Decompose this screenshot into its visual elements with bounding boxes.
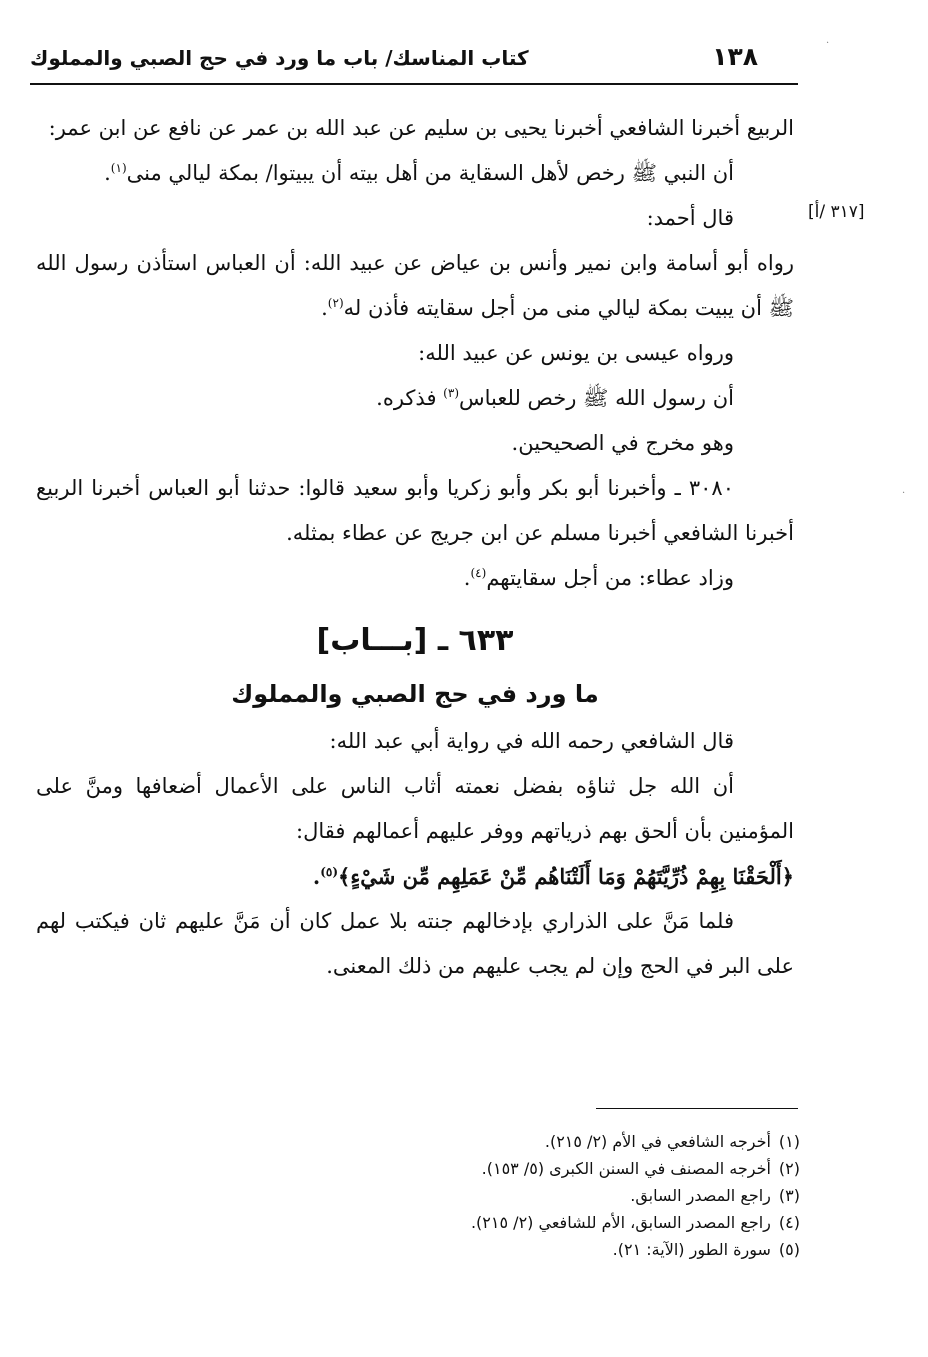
chapter-title: ما ورد في حج الصبي والمملوك bbox=[231, 680, 599, 708]
footnote: (١) أخرجه الشافعي في الأم (٢/ ٢١٥). bbox=[544, 1132, 800, 1151]
paragraph: أن رسول الله ﷺ رخص للعباس$^{(٣)}$ فذكره. bbox=[376, 386, 734, 410]
footnote: (٣) راجع المصدر السابق. bbox=[630, 1186, 800, 1205]
paragraph: وزاد عطاء: من أجل سقايتهم$^{(٤)}$. bbox=[463, 566, 734, 590]
scan-speck: · bbox=[902, 488, 906, 499]
footnote-marker: (٤) bbox=[470, 566, 487, 580]
paragraph: فلما مَنَّ على الذراري بإدخالهم جنته بلا عمل كان أن مَنَّ عليهم ثان فيكتب لهم على البر في الحج وإن لم يجب عليهم من ذلك المعنى. bbox=[36, 909, 794, 978]
margin-reference: [٣١٧ /أ] bbox=[808, 202, 865, 222]
main-text bbox=[36, 106, 794, 989]
paragraph: الربيع أخبرنا الشافعي أخبرنا يحيى بن سليم عن عبد الله بن عمر عن نافع عن ابن عمر: bbox=[48, 116, 794, 140]
footnote: (٥) سورة الطور (الآية: ٢١). bbox=[612, 1240, 800, 1259]
footnote: (٤) راجع المصدر السابق، الأم للشافعي (٢/ ٢١٥). bbox=[470, 1213, 800, 1232]
footnote-marker: (١) bbox=[110, 161, 127, 175]
paragraph: ورواه عيسى بن يونس عن عبيد الله: bbox=[418, 341, 734, 365]
paragraph: قال أحمد: bbox=[646, 206, 734, 230]
scan-speck: · bbox=[826, 38, 830, 49]
footnote-marker: (٣) bbox=[443, 386, 459, 400]
footnote-marker: (٥) bbox=[320, 865, 339, 879]
footnote-rule bbox=[596, 1108, 798, 1109]
page-header bbox=[30, 40, 798, 80]
quran-verse: ﴿أَلْحَقْنَا بِهِمْ ذُرِّيَّتَهُمْ وَمَا أَلَتْنَاهُم مِّنْ عَمَلِهِم مِّن شَيْءٍ﴾$^{(٥)}$. bbox=[312, 864, 794, 889]
running-head: كتاب المناسك/ باب ما ورد في حج الصبي والمملوك bbox=[30, 46, 529, 70]
paragraph: أن الله جل ثناؤه بفضل نعمته أثاب الناس على الأعمال أضعافها ومنَّ على المؤمنين بأن ألحق بهم ذرياتهم ووفر عليهم أعمالهم فقال: bbox=[36, 774, 794, 843]
header-rule bbox=[30, 83, 798, 85]
paragraph: قال الشافعي رحمه الله في رواية أبي عبد الله: bbox=[329, 729, 734, 753]
paragraph: رواه أبو أسامة وابن نمير وأنس بن عياض عن عبيد الله: أن العباس استأذن رسول الله ﷺ أن يبيت بمكة ليالي منى من أجل سقايته فأذن له$^{(٢)}$. bbox=[36, 251, 794, 320]
footnote: (٢) أخرجه المصنف في السنن الكبرى (٥/ ١٥٣). bbox=[481, 1159, 800, 1178]
footnote-marker: (٢) bbox=[327, 296, 344, 310]
paragraph: أن النبي ﷺ رخص لأهل السقاية من أهل بيته أن يبيتوا/ بمكة ليالي منى$^{(١)}$. bbox=[104, 161, 734, 185]
footnotes bbox=[200, 1128, 800, 1263]
paragraph: ٣٠٨٠ ـ وأخبرنا أبو بكر وأبو زكريا وأبو سعيد قالوا: حدثنا أبو العباس أخبرنا الربيع أخبرنا الشافعي أخبرنا مسلم عن ابن جريج عن عطاء بمثله. bbox=[36, 476, 794, 545]
page-number: ١٣٨ bbox=[712, 42, 758, 71]
paragraph: وهو مخرج في الصحيحين. bbox=[511, 431, 734, 455]
chapter-heading: ٦٣٣ ـ [بـــاب] bbox=[316, 623, 514, 658]
